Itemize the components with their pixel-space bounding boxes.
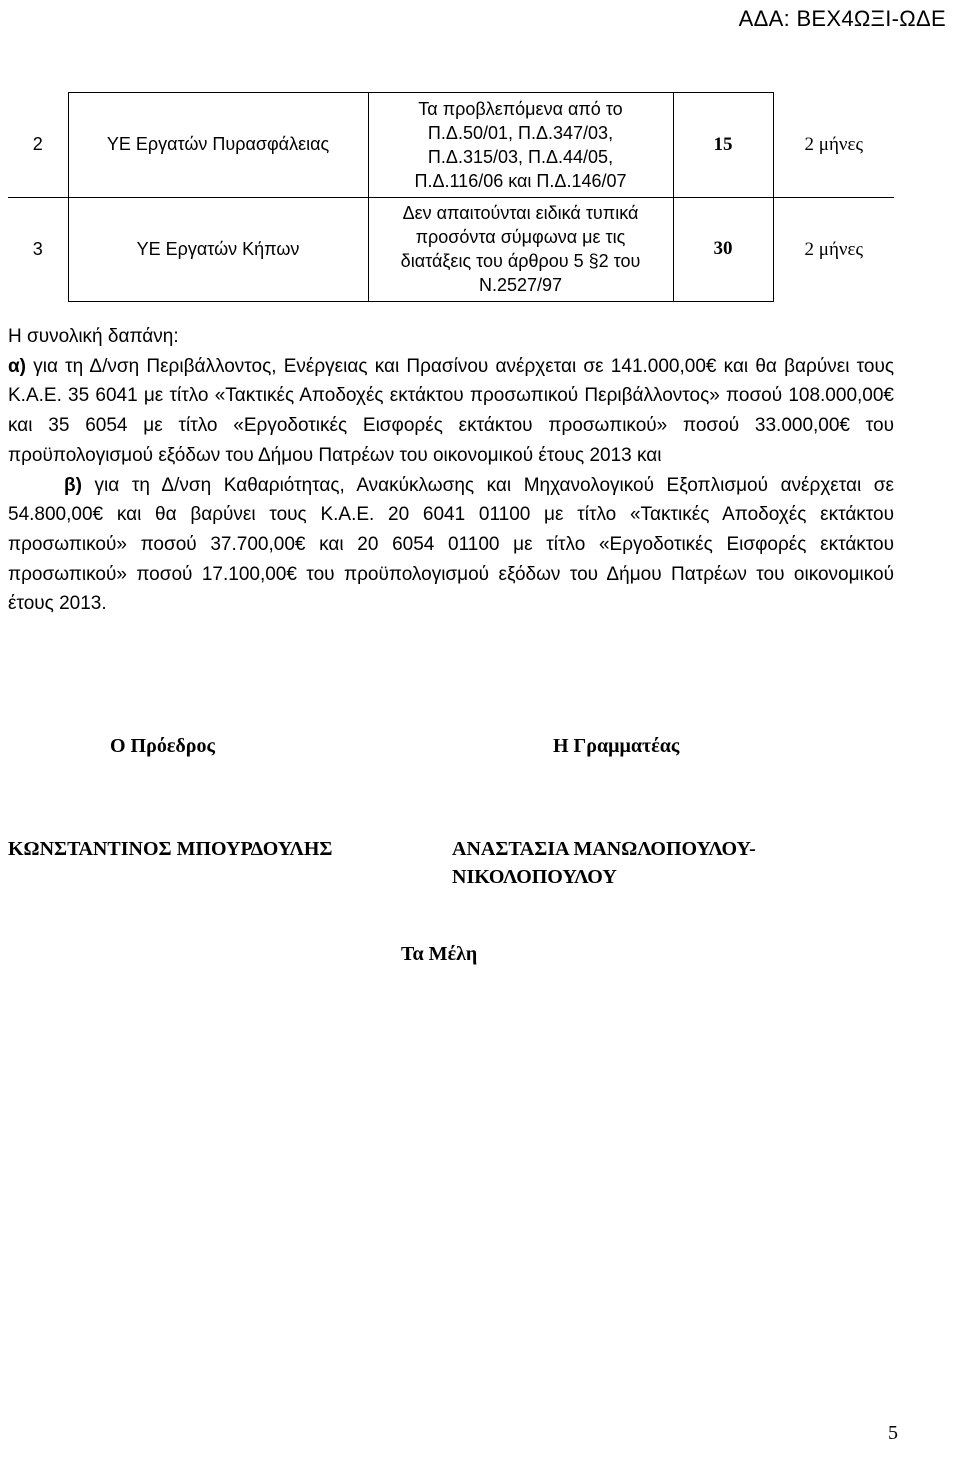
expense-item-a	[8, 352, 894, 471]
secretary-title: Η Γραμματέας	[553, 735, 680, 757]
row-number: 2	[8, 93, 68, 198]
requirement-line: προσόντα σύμφωνα με τις	[415, 227, 626, 248]
count-cell: 30	[673, 197, 773, 302]
requirement-line: Π.Δ.50/01, Π.Δ.347/03,	[427, 122, 614, 143]
item-b-text: για τη Δ/νση Καθαριότητας, Ανακύκλωσης και Μηχανολογικού Εξοπλισμού ανέρχεται σε 54.800,00€ και θα βαρύνει τους Κ.Α.Ε. 20 6041 01100 με τίτλο «Τακτικές Αποδοχές εκτάκτου προσωπικού» ποσού 37.700,00€ και 20 6054 01100 με τίτλο «Εργοδοτικές Εισφορές εκτάκτου προσωπικού» ποσού 17.100,00€ του προϋπολογισμού εξόδων του Δήμου Πατρέων του οικονομικού έτους 2013.	[8, 474, 894, 615]
requirement-line: Τα προβλεπόμενα από το	[418, 98, 623, 119]
requirement-line: Δεν απαιτούνται ειδικά τυπικά	[402, 203, 639, 224]
secretary-name-line1: ΑΝΑΣΤΑΣΙΑ ΜΑΝΩΛΟΠΟΥΛΟΥ-	[452, 838, 756, 860]
duration-cell: 2 μήνες	[773, 197, 894, 302]
position-cell: ΥΕ Εργατών Κήπων	[68, 197, 368, 302]
requirements-cell	[368, 93, 673, 198]
members-title: Τα Μέλη	[401, 943, 478, 965]
expense-description	[8, 322, 894, 619]
ada-code: ΑΔΑ: ΒΕΧ4ΩΞΙ-ΩΔΕ	[738, 6, 946, 31]
expense-intro: Η συνολική δαπάνη:	[8, 326, 179, 347]
requirement-line: διατάξεις του άρθρου 5 §2 του	[400, 251, 641, 272]
requirement-line: Π.Δ.116/06 και Π.Δ.146/07	[414, 170, 627, 191]
secretary-name-line2: ΝΙΚΟΛΟΠΟΥΛΟΥ	[452, 866, 617, 888]
positions-table	[8, 92, 894, 302]
item-b-label: β)	[64, 474, 82, 496]
president-name: ΚΩΝΣΤΑΝΤΙΝΟΣ ΜΠΟΥΡΔΟΥΛΗΣ	[8, 838, 333, 860]
item-a-label: α)	[8, 355, 27, 377]
row-number: 3	[8, 197, 68, 302]
count-cell: 15	[673, 93, 773, 198]
requirement-line: Π.Δ.315/03, Π.Δ.44/05,	[427, 146, 614, 167]
page-number: 5	[888, 1422, 898, 1444]
item-a-text: για τη Δ/νση Περιβάλλοντος, Ενέργειας και Πρασίνου ανέρχεται σε 141.000,00€ και θα βαρύνει τους Κ.Α.Ε. 35 6041 με τίτλο «Τακτικές Αποδοχές εκτάκτου προσωπικού Περιβάλλοντος» ποσού 108.000,00€ και 35 6054 με τίτλο «Εργοδοτικές Εισφορές εκτάκτου προσωπικού» ποσού 33.000,00€ του προϋπολογισμού εξόδων του Δήμου Πατρέων του οικονομικού έτους 2013 και	[8, 355, 894, 466]
requirements-cell	[368, 197, 673, 302]
table-row	[8, 197, 894, 302]
duration-cell: 2 μήνες	[773, 93, 894, 198]
expense-item-b	[8, 471, 894, 620]
president-title: Ο Πρόεδρος	[110, 735, 215, 757]
requirement-line: Ν.2527/97	[478, 275, 563, 296]
table-row	[8, 93, 894, 198]
position-cell: ΥΕ Εργατών Πυρασφάλειας	[68, 93, 368, 198]
